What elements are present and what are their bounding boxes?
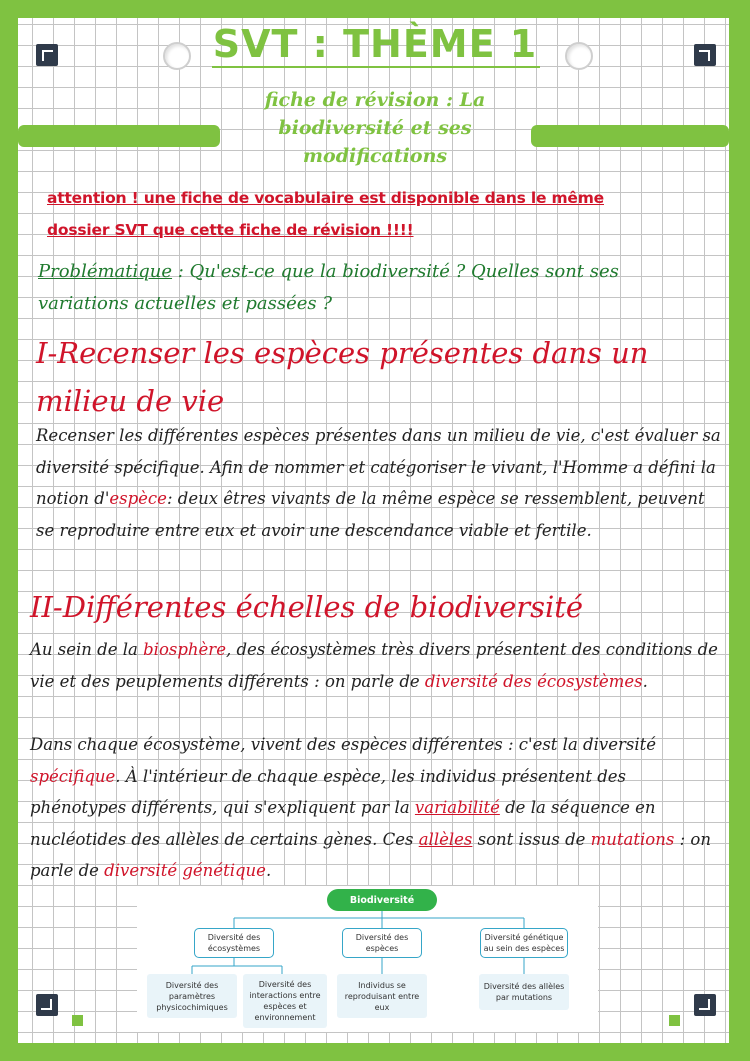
- decorative-square: [72, 1015, 83, 1026]
- text-run: Dans chaque écosystème, vivent des espèces différentes : c'est la diversité: [30, 735, 656, 754]
- section-2-heading: II-Différentes échelles de biodiversité: [30, 590, 584, 624]
- diagram-leaf-interactions: Diversité des interactions entre espèces et environnement: [243, 974, 327, 1028]
- problematique: [38, 256, 698, 320]
- decorative-bar: [18, 125, 220, 147]
- term-alleles: allèles: [418, 829, 473, 849]
- connector: [192, 958, 282, 974]
- text-run: .: [642, 671, 648, 691]
- text-run: de la séquence en nucléotides des allèles de certains gènes. Ces: [30, 798, 656, 849]
- decorative-bar: [531, 125, 729, 147]
- term-espece: espèce: [109, 489, 167, 508]
- diagram-node-genetique: Diversité génétique au sein des espèces: [480, 928, 568, 958]
- corner-bracket-icon: [36, 994, 58, 1016]
- text-run: : deux êtres vivants de la même espèce se ressemblent, peuvent se reproduire entre eux et avoir une descendance viable et fertile.: [36, 489, 705, 540]
- diagram-root-node: Biodiversité: [327, 889, 437, 911]
- binder-ring-icon: [565, 42, 593, 70]
- biodiversity-diagram: [137, 886, 598, 1032]
- term-variabilite: variabilité: [414, 798, 500, 817]
- text-run: : on parle de: [30, 829, 711, 880]
- vocabulary-notice: [47, 182, 697, 246]
- title-underline: [212, 66, 540, 68]
- section-1-paragraph: [36, 420, 726, 546]
- decorative-square: [669, 1015, 680, 1026]
- notice-line-1: attention ! une fiche de vocabulaire est disponible dans le même: [47, 189, 604, 207]
- text-run: sont issus de: [472, 829, 591, 849]
- page-title: SVT : THÈME 1: [212, 22, 538, 66]
- term-diversite-ecosystemes: diversité des écosystèmes: [424, 671, 643, 691]
- corner-bracket-icon: [694, 44, 716, 66]
- section-2-paragraph-1: [30, 634, 720, 697]
- corner-bracket-icon: [36, 44, 58, 66]
- diagram-leaf-individus: Individus se reproduisant entre eux: [337, 974, 427, 1018]
- notice-line-2: dossier SVT que cette fiche de révision !!!!: [47, 221, 414, 239]
- diagram-node-especes: Diversité des espèces: [342, 928, 422, 958]
- term-mutations: mutations: [590, 829, 675, 849]
- text-run: Recenser les différentes espèces présentes dans un milieu de vie, c'est évaluer sa diversité spécifique. Afin de nommer et catégoriser le vivant, l'Homme a défini la notion d': [36, 426, 721, 508]
- binder-ring-icon: [163, 42, 191, 70]
- term-specifique: spécifique: [30, 766, 116, 786]
- text-run: .: [265, 861, 272, 880]
- section-2-paragraph-2: [30, 729, 720, 887]
- text-run: , des écosystèmes très divers présentent des conditions de vie et des peuplements différents : on parle de: [30, 640, 718, 691]
- diagram-leaf-parametres: Diversité des paramètres physicochimiques: [147, 974, 237, 1018]
- term-biosphere: biosphère: [143, 640, 226, 659]
- section-1-heading: I-Recenser les espèces présentes dans un milieu de vie: [36, 336, 649, 418]
- text-run: Au sein de la: [30, 640, 144, 659]
- problematique-label: Problématique: [38, 261, 173, 282]
- text-run: . À l'intérieur de chaque espèce, les individus présentent des phénotypes différents, qui s'expliquent par la: [30, 766, 627, 817]
- problematique-text: : Qu'est-ce que la biodiversité ? Quelles sont ses variations actuelles et passées ?: [38, 261, 619, 314]
- page-subtitle: fiche de révision : La biodiversité et ses modifications: [264, 89, 486, 167]
- diagram-node-ecosystemes: Diversité des écosystèmes: [194, 928, 274, 958]
- diagram-leaf-alleles: Diversité des allèles par mutations: [479, 974, 569, 1010]
- term-diversite-genetique: diversité génétique: [104, 861, 266, 880]
- corner-bracket-icon: [694, 994, 716, 1016]
